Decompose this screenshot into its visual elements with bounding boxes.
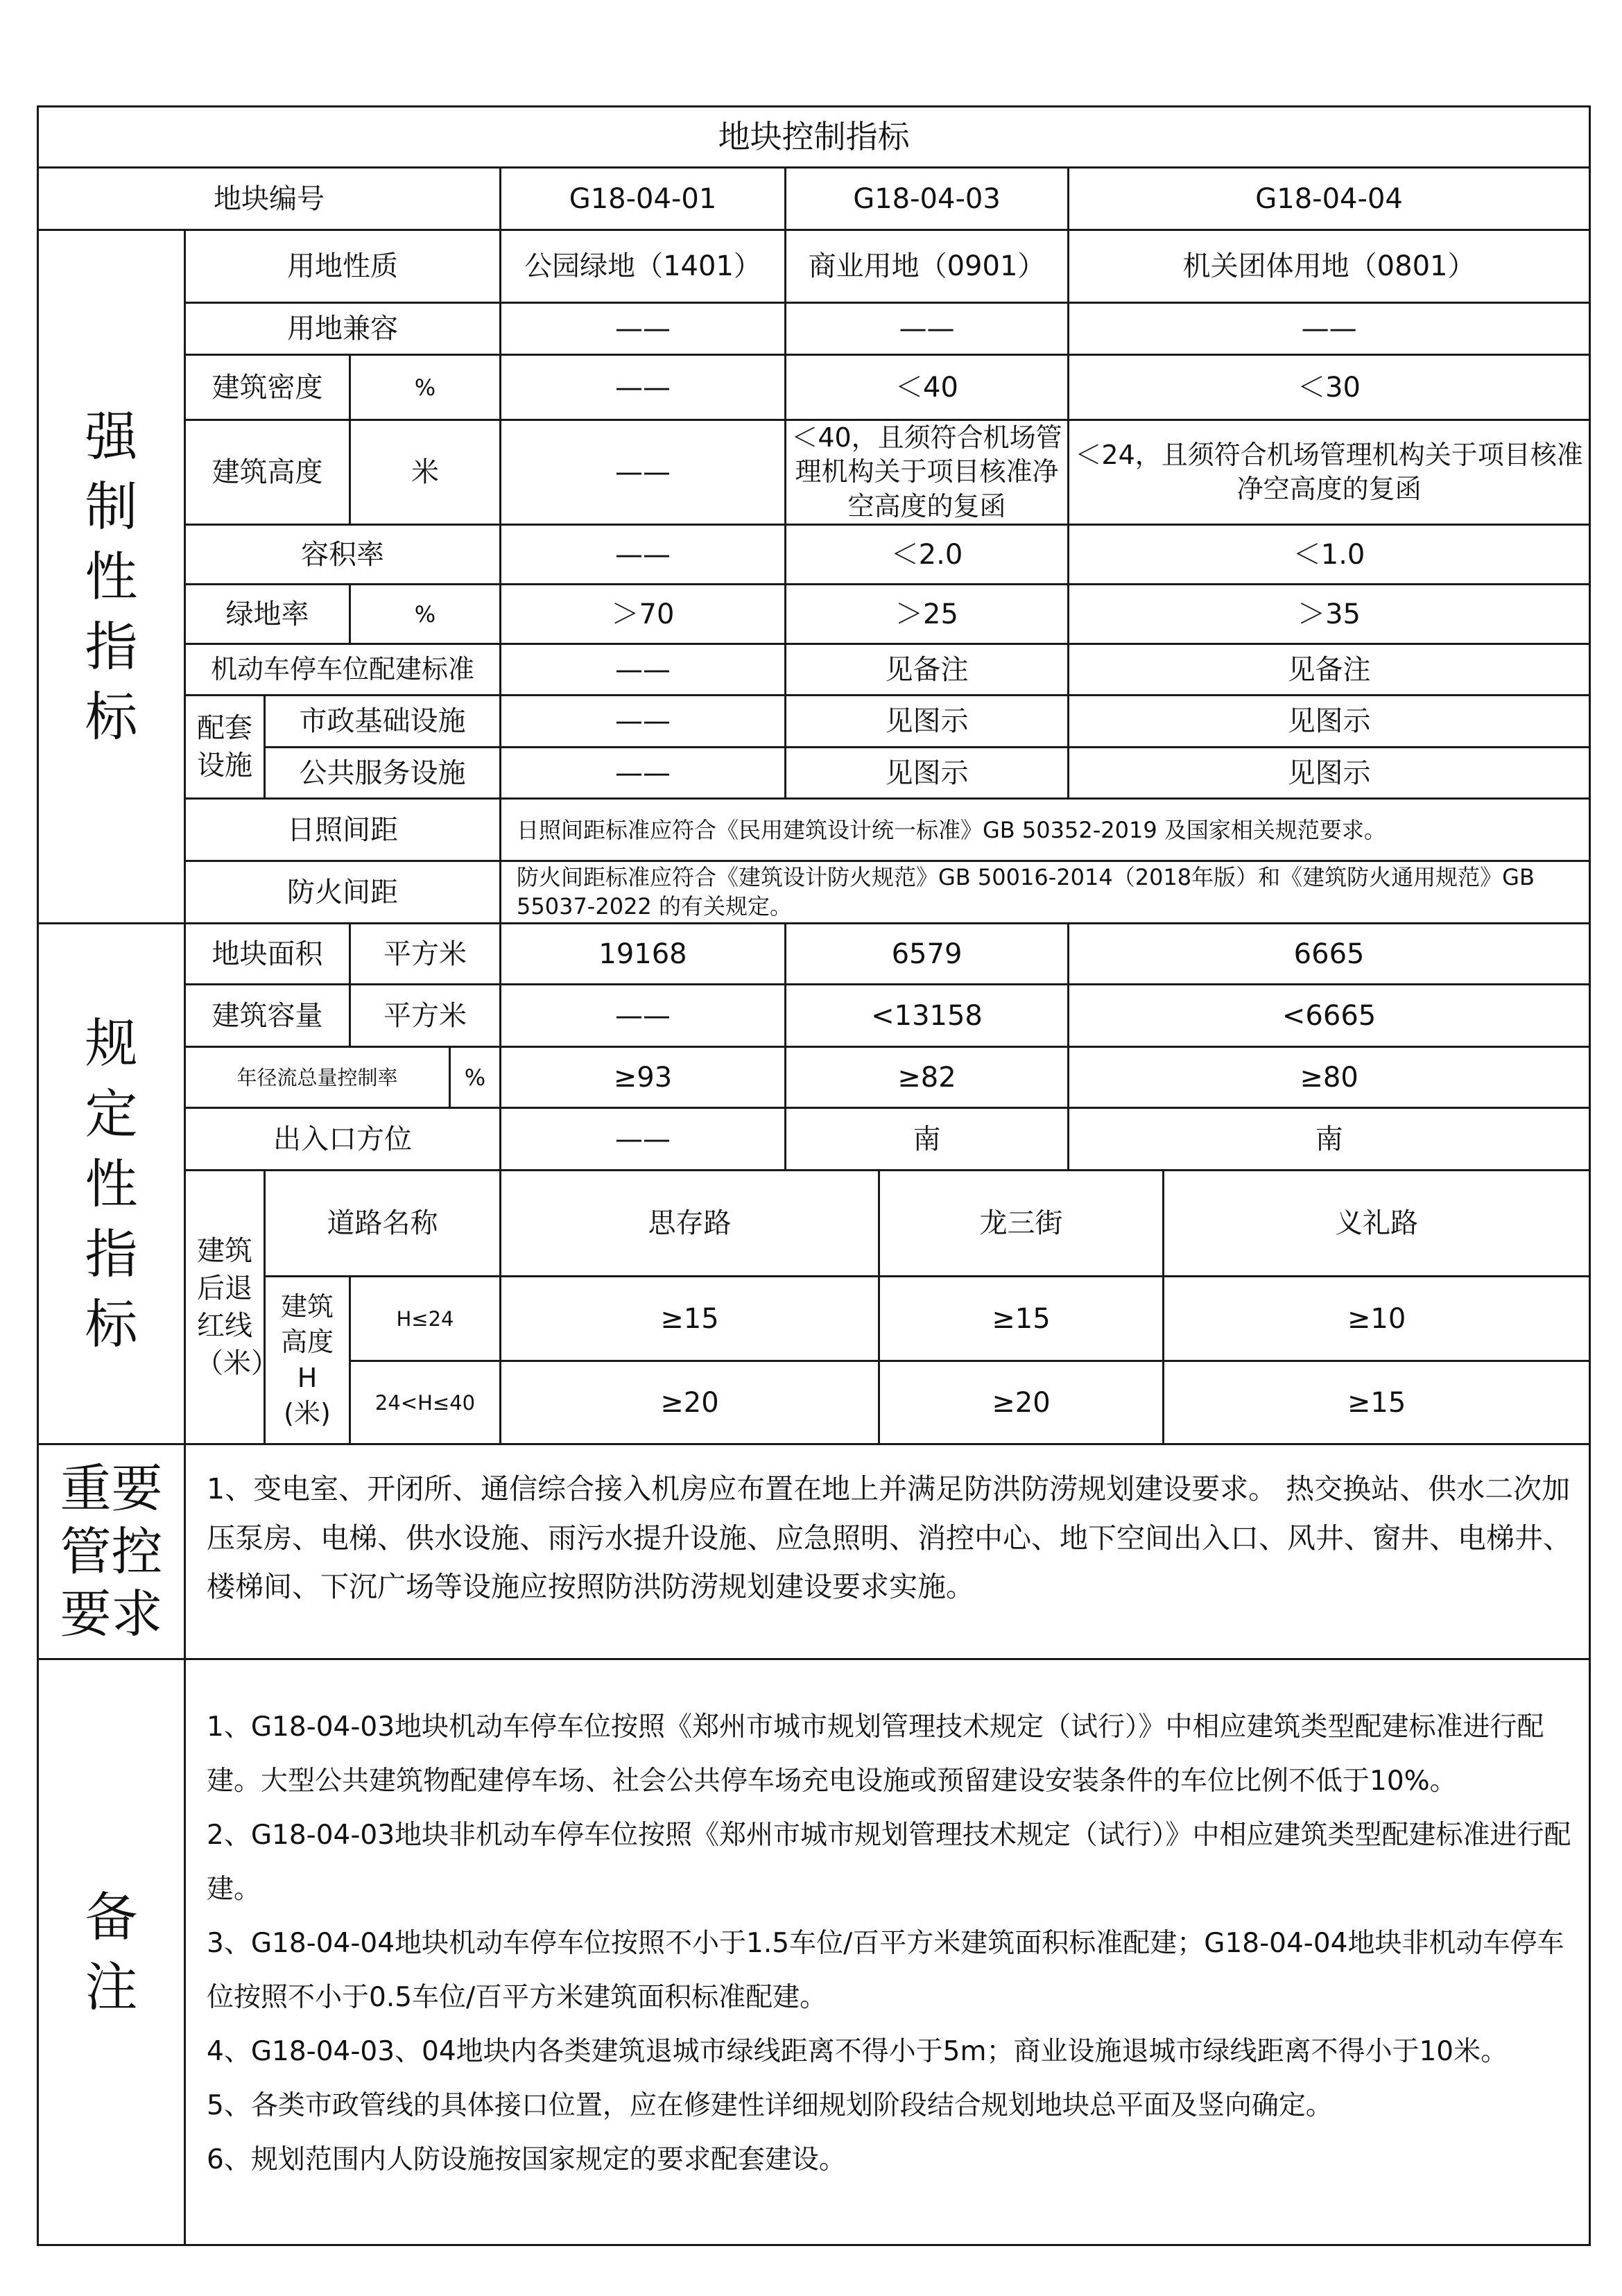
row-label-far: 容积率 bbox=[185, 525, 501, 585]
land-compat-value-1: —— bbox=[501, 303, 786, 355]
building-capacity-value-2: <13158 bbox=[786, 985, 1069, 1047]
requirements-text: 1、变电室、开闭所、通信综合接入机房应布置在地上并满足防洪防涝规划建设要求。 热交换站、供水二次加压泵房、电梯、供水设施、雨污水提升设施、应急照明、消控中心、地下空间出入口、风井、窗井、电梯井、楼梯间、下沉广场等设施应按照防洪防涝规划建设要求实施。 bbox=[185, 1444, 1590, 1659]
building-height-value-2: ＜40，且须符合机场管理机构关于项目核准净空高度的复函 bbox=[786, 420, 1069, 525]
height-band-2-range: 24<H≤40 bbox=[350, 1361, 501, 1444]
requirements-category-text: 重要管控要求 bbox=[60, 1459, 163, 1644]
plot-code-2: G18-04-03 bbox=[786, 168, 1069, 230]
facilities-group bbox=[185, 696, 265, 799]
remark-item-2: 2、G18-04-03地块非机动车停车位按照《郑州市城市规划管理技术规定（试行）》中相应建筑类型配建标准进行配建。 bbox=[207, 1820, 1571, 1906]
mandatory-category-text: 强制性指标 bbox=[85, 405, 138, 748]
public-facilities-value-2: 见图示 bbox=[786, 748, 1069, 799]
control-indicator-table bbox=[37, 105, 1591, 2246]
entrance-value-3: 南 bbox=[1069, 1108, 1590, 1171]
green-ratio-value-3: ＞35 bbox=[1069, 585, 1590, 644]
building-density-unit: % bbox=[350, 355, 501, 420]
setback-label-text: 建筑后退红线（米） bbox=[196, 1235, 279, 1380]
runoff-control-value-3: ≥80 bbox=[1069, 1047, 1590, 1108]
green-ratio-value-2: ＞25 bbox=[786, 585, 1069, 644]
setback-band2-road2: ≥20 bbox=[879, 1361, 1164, 1444]
parking-standard-value-3: 见备注 bbox=[1069, 644, 1590, 696]
setback-band2-road3: ≥15 bbox=[1164, 1361, 1590, 1444]
row-label-land-compat: 用地兼容 bbox=[185, 303, 501, 355]
far-value-2: ＜2.0 bbox=[786, 525, 1069, 585]
entrance-value-2: 南 bbox=[786, 1108, 1069, 1171]
runoff-control-value-2: ≥82 bbox=[786, 1047, 1069, 1108]
municipal-facilities-value-2: 见图示 bbox=[786, 696, 1069, 748]
plot-code-1: G18-04-01 bbox=[501, 168, 786, 230]
building-height-value-3: ＜24，且须符合机场管理机构关于项目核准净空高度的复函 bbox=[1069, 420, 1590, 525]
green-ratio-unit: % bbox=[350, 585, 501, 644]
municipal-facilities-value-1: —— bbox=[501, 696, 786, 748]
building-capacity-value-3: <6665 bbox=[1069, 985, 1590, 1047]
plot-area-unit: 平方米 bbox=[350, 924, 501, 985]
row-label-public-facilities: 公共服务设施 bbox=[265, 748, 501, 799]
remarks-category bbox=[38, 1659, 185, 2245]
building-height-value-1: —— bbox=[501, 420, 786, 525]
far-value-1: —— bbox=[501, 525, 786, 585]
row-label-parking-standard: 机动车停车位配建标准 bbox=[185, 644, 501, 696]
setback-band2-road1: ≥20 bbox=[501, 1361, 879, 1444]
setback-band1-road3: ≥10 bbox=[1164, 1277, 1590, 1361]
height-band-1-range: H≤24 bbox=[350, 1277, 501, 1361]
building-height-unit: 米 bbox=[350, 420, 501, 525]
row-label-plot-area: 地块面积 bbox=[185, 924, 350, 985]
remark-item-4: 4、G18-04-03、04地块内各类建筑退城市绿线距离不得小于5m；商业设施退城市绿线距离不得小于10米。 bbox=[207, 2036, 1508, 2068]
green-ratio-value-1: ＞70 bbox=[501, 585, 786, 644]
parking-standard-value-2: 见备注 bbox=[786, 644, 1069, 696]
row-label-entrance: 出入口方位 bbox=[185, 1108, 501, 1171]
building-capacity-value-1: —— bbox=[501, 985, 786, 1047]
row-label-runoff-control: 年径流总量控制率 bbox=[185, 1047, 450, 1108]
row-label-sunlight: 日照间距 bbox=[185, 799, 501, 861]
mandatory-category bbox=[38, 230, 185, 924]
plot-area-value-2: 6579 bbox=[786, 924, 1069, 985]
land-use-value-3: 机关团体用地（0801） bbox=[1069, 230, 1590, 303]
road-name-1: 思存路 bbox=[501, 1171, 879, 1277]
setback-band1-road1: ≥15 bbox=[501, 1277, 879, 1361]
plot-code-3: G18-04-04 bbox=[1069, 168, 1590, 230]
row-label-municipal-facilities: 市政基础设施 bbox=[265, 696, 501, 748]
remark-item-6: 6、规划范围内人防设施按国家规定的要求配套建设。 bbox=[207, 2144, 846, 2176]
setback-band1-road2: ≥15 bbox=[879, 1277, 1164, 1361]
facilities-group-text: 配套设施 bbox=[197, 712, 252, 782]
remark-item-5: 5、各类市政管线的具体接口位置，应在修建性详细规划阶段结合规划地块总平面及竖向确定。 bbox=[207, 2090, 1333, 2122]
plot-area-value-1: 19168 bbox=[501, 924, 786, 985]
land-use-value-2: 商业用地（0901） bbox=[786, 230, 1069, 303]
land-use-value-1: 公园绿地（1401） bbox=[501, 230, 786, 303]
building-density-value-3: ＜30 bbox=[1069, 355, 1590, 420]
table-title: 地块控制指标 bbox=[38, 107, 1590, 168]
remark-item-3: 3、G18-04-04地块机动车停车位按照不小于1.5车位/百平方米建筑面积标准配建；G18-04-04地块非机动车停车位按照不小于0.5车位/百平方米建筑面积标准配建。 bbox=[207, 1928, 1564, 2014]
setback-label bbox=[185, 1171, 279, 1444]
road-name-3: 义礼路 bbox=[1164, 1171, 1590, 1277]
remarks-list bbox=[185, 1659, 1590, 2245]
prescribed-category-text: 规定性指标 bbox=[85, 1012, 138, 1355]
road-name-2: 龙三街 bbox=[879, 1171, 1164, 1277]
plot-area-value-3: 6665 bbox=[1069, 924, 1590, 985]
building-capacity-unit: 平方米 bbox=[350, 985, 501, 1047]
row-label-green-ratio: 绿地率 bbox=[185, 585, 350, 644]
runoff-control-value-1: ≥93 bbox=[501, 1047, 786, 1108]
road-name-label: 道路名称 bbox=[265, 1171, 501, 1277]
public-facilities-value-1: —— bbox=[501, 748, 786, 799]
prescribed-category bbox=[38, 924, 185, 1444]
row-label-building-height: 建筑高度 bbox=[185, 420, 350, 525]
land-compat-value-2: —— bbox=[786, 303, 1069, 355]
entrance-value-1: —— bbox=[501, 1108, 786, 1171]
building-height-band-label-text: 建筑高度H(米) bbox=[280, 1291, 334, 1428]
building-density-value-1: —— bbox=[501, 355, 786, 420]
building-density-value-2: ＜40 bbox=[786, 355, 1069, 420]
municipal-facilities-value-3: 见图示 bbox=[1069, 696, 1590, 748]
public-facilities-value-3: 见图示 bbox=[1069, 748, 1590, 799]
land-compat-value-3: —— bbox=[1069, 303, 1590, 355]
requirements-category bbox=[38, 1444, 185, 1659]
plot-code-label: 地块编号 bbox=[38, 168, 501, 230]
row-label-fire: 防火间距 bbox=[185, 861, 501, 924]
remarks-category-text: 备注 bbox=[85, 1886, 138, 2019]
parking-standard-value-1: —— bbox=[501, 644, 786, 696]
runoff-control-unit: % bbox=[450, 1047, 501, 1108]
fire-text: 防火间距标准应符合《建筑设计防火规范》GB 50016-2014（2018年版）和《建筑防火通用规范》GB 55037-2022 的有关规定。 bbox=[501, 861, 1590, 924]
row-label-building-capacity: 建筑容量 bbox=[185, 985, 350, 1047]
row-label-building-density: 建筑密度 bbox=[185, 355, 350, 420]
row-label-land-use: 用地性质 bbox=[185, 230, 501, 303]
sunlight-text: 日照间距标准应符合《民用建筑设计统一标准》GB 50352-2019 及国家相关规范要求。 bbox=[501, 799, 1590, 861]
remark-item-1: 1、G18-04-03地块机动车停车位按照《郑州市城市规划管理技术规定（试行）》中相应建筑类型配建标准进行配建。大型公共建筑物配建停车场、社会公共停车场充电设施或预留建设安装条件的车位比例不低于10%。 bbox=[207, 1711, 1544, 1797]
far-value-3: ＜1.0 bbox=[1069, 525, 1590, 585]
